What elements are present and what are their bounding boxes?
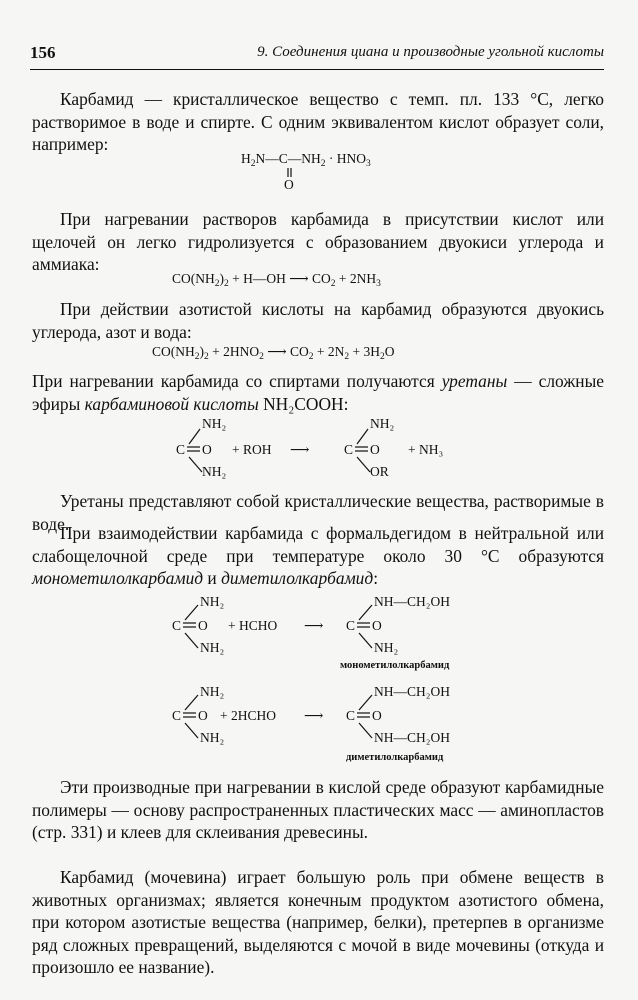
formula-urea-nitrate: $H_2N—C—NH_2 \cdot HNO_3$ (241, 151, 371, 169)
scheme2-p-carbon: C (346, 618, 356, 633)
paragraph-biological-role: Карбамид (мочевина) играет большую роль при обмене веществ в животных организмах; является конечным продуктом азотистого обмена, при котором азотистые вещества (например, белки), претерпев в организме ряд сложных превращений, выделяются с мочой в виде мочевины (откуда и произошло ее название). (32, 867, 604, 977)
equation-hydrolysis: $CO(NH_2)_2$ + H—OH ⟶ $CO_2 + 2NH_3$ (172, 271, 381, 289)
scheme3-p-top: NH—CH₂OH (374, 684, 450, 699)
equation-nitrous-acid: $CO(NH_2)_2 + 2HNO_2$ ⟶ $CO_2 + 2N_2 + 3H_2O$ (152, 344, 395, 362)
scheme1-r-nh2-bottom: NH₂ (202, 464, 227, 479)
scheme3-r-carbon: C (172, 708, 182, 723)
term-monomethylolurea: монометилолкарбамид (32, 568, 204, 588)
scheme2-p-bottom: NH₂ (374, 640, 399, 655)
term-dimethylolurea: диметилолкарбамид (221, 568, 374, 588)
paragraph-polymers: Эти производные при нагревании в кислой среде образуют карбамидные полимеры — основу распространенных пластических масс — аминопластов (стр. 331) и клеев для склеивания древесины. (32, 777, 604, 842)
scheme1-arrow: ⟶ (290, 442, 310, 457)
scheme1-p-nh2: NH₂ (370, 416, 395, 431)
label-monomethylolurea: монометилолкарбамид (340, 660, 450, 671)
scheme3-p-oxygen: O (372, 708, 382, 723)
scheme3-r-nh2-bottom: NH₂ (200, 730, 225, 745)
scheme2-p-top: NH—CH₂OH (374, 594, 450, 609)
paragraph-formaldehyde: При взаимодействии карбамида с формальдегидом в нейтральной или слабощелочной среде при температуре около 30 °С образуются монометилолкарбамид и диметилолкарбамид: (32, 523, 604, 588)
scheme2-r-oxygen: O (198, 618, 208, 633)
scheme1-p-carbon: C (344, 442, 354, 457)
term-urethanes: уретаны (441, 371, 508, 391)
formula-urea-nitrate-oxygen: O (284, 177, 294, 192)
scheme1-plus-nh3: + NH₃ (408, 442, 444, 457)
scheme3-r-nh2-top: NH₂ (200, 684, 225, 699)
paragraph-urethane-properties: Уретаны представляют собой кристаллические вещества, растворимые в воде. (32, 491, 604, 534)
scheme3-r-oxygen: O (198, 708, 208, 723)
scheme3-p-bottom: NH—CH₂OH (374, 730, 450, 745)
scheme-monomethylolurea (152, 590, 482, 658)
scheme3-arrow: ⟶ (304, 708, 324, 723)
header-rule (30, 69, 604, 70)
label-dimethylolurea: диметилолкарбамид (346, 752, 444, 763)
paragraph-urea-properties: Карбамид — кристаллическое вещество с темп. пл. 133 °С, легко растворимое в воде и спирте. С одним эквивалентом кислот образует соли, например: (32, 89, 604, 154)
paragraph-hydrolysis: При нагревании растворов карбамида в присутствии кислот или щелочей он легко гидролизуется с образованием двуокиси углерода и аммиака: (32, 209, 604, 274)
scheme2-r-carbon: C (172, 618, 182, 633)
scheme-dimethylolurea (152, 680, 482, 748)
scheme1-r-carbon: C (176, 442, 186, 457)
term-carbamic-acid: карбаминовой кислоты (84, 393, 259, 414)
scheme2-arrow: ⟶ (304, 618, 324, 633)
scheme3-p-carbon: C (346, 708, 356, 723)
scheme2-p-oxygen: O (372, 618, 382, 633)
scheme2-plus-hcho: + HCHO (228, 618, 278, 633)
paragraph-urethanes: При нагревании карбамида со спиртами получаются уретаны — сложные эфиры карбаминовой кислоты NH₂COOH: (32, 371, 604, 414)
scheme2-r-nh2-top: NH₂ (200, 594, 225, 609)
scheme1-p-oxygen: O (370, 442, 380, 457)
scheme1-plus-roh: + ROH (232, 442, 272, 457)
scheme-urethane (150, 412, 480, 482)
page-number: 156 (30, 43, 56, 62)
running-header: 9. Соединения циана и производные угольной кислоты (257, 44, 604, 60)
scheme1-r-oxygen: O (202, 442, 212, 457)
paragraph-nitrous-acid: При действии азотистой кислоты на карбамид образуются двуокись углерода, азот и вода: (32, 299, 604, 342)
scheme3-plus-2hcho: + 2HCHO (220, 708, 276, 723)
scheme2-r-nh2-bottom: NH₂ (200, 640, 225, 655)
scheme1-r-nh2-top: NH₂ (202, 416, 227, 431)
scheme1-p-or: OR (370, 464, 389, 479)
